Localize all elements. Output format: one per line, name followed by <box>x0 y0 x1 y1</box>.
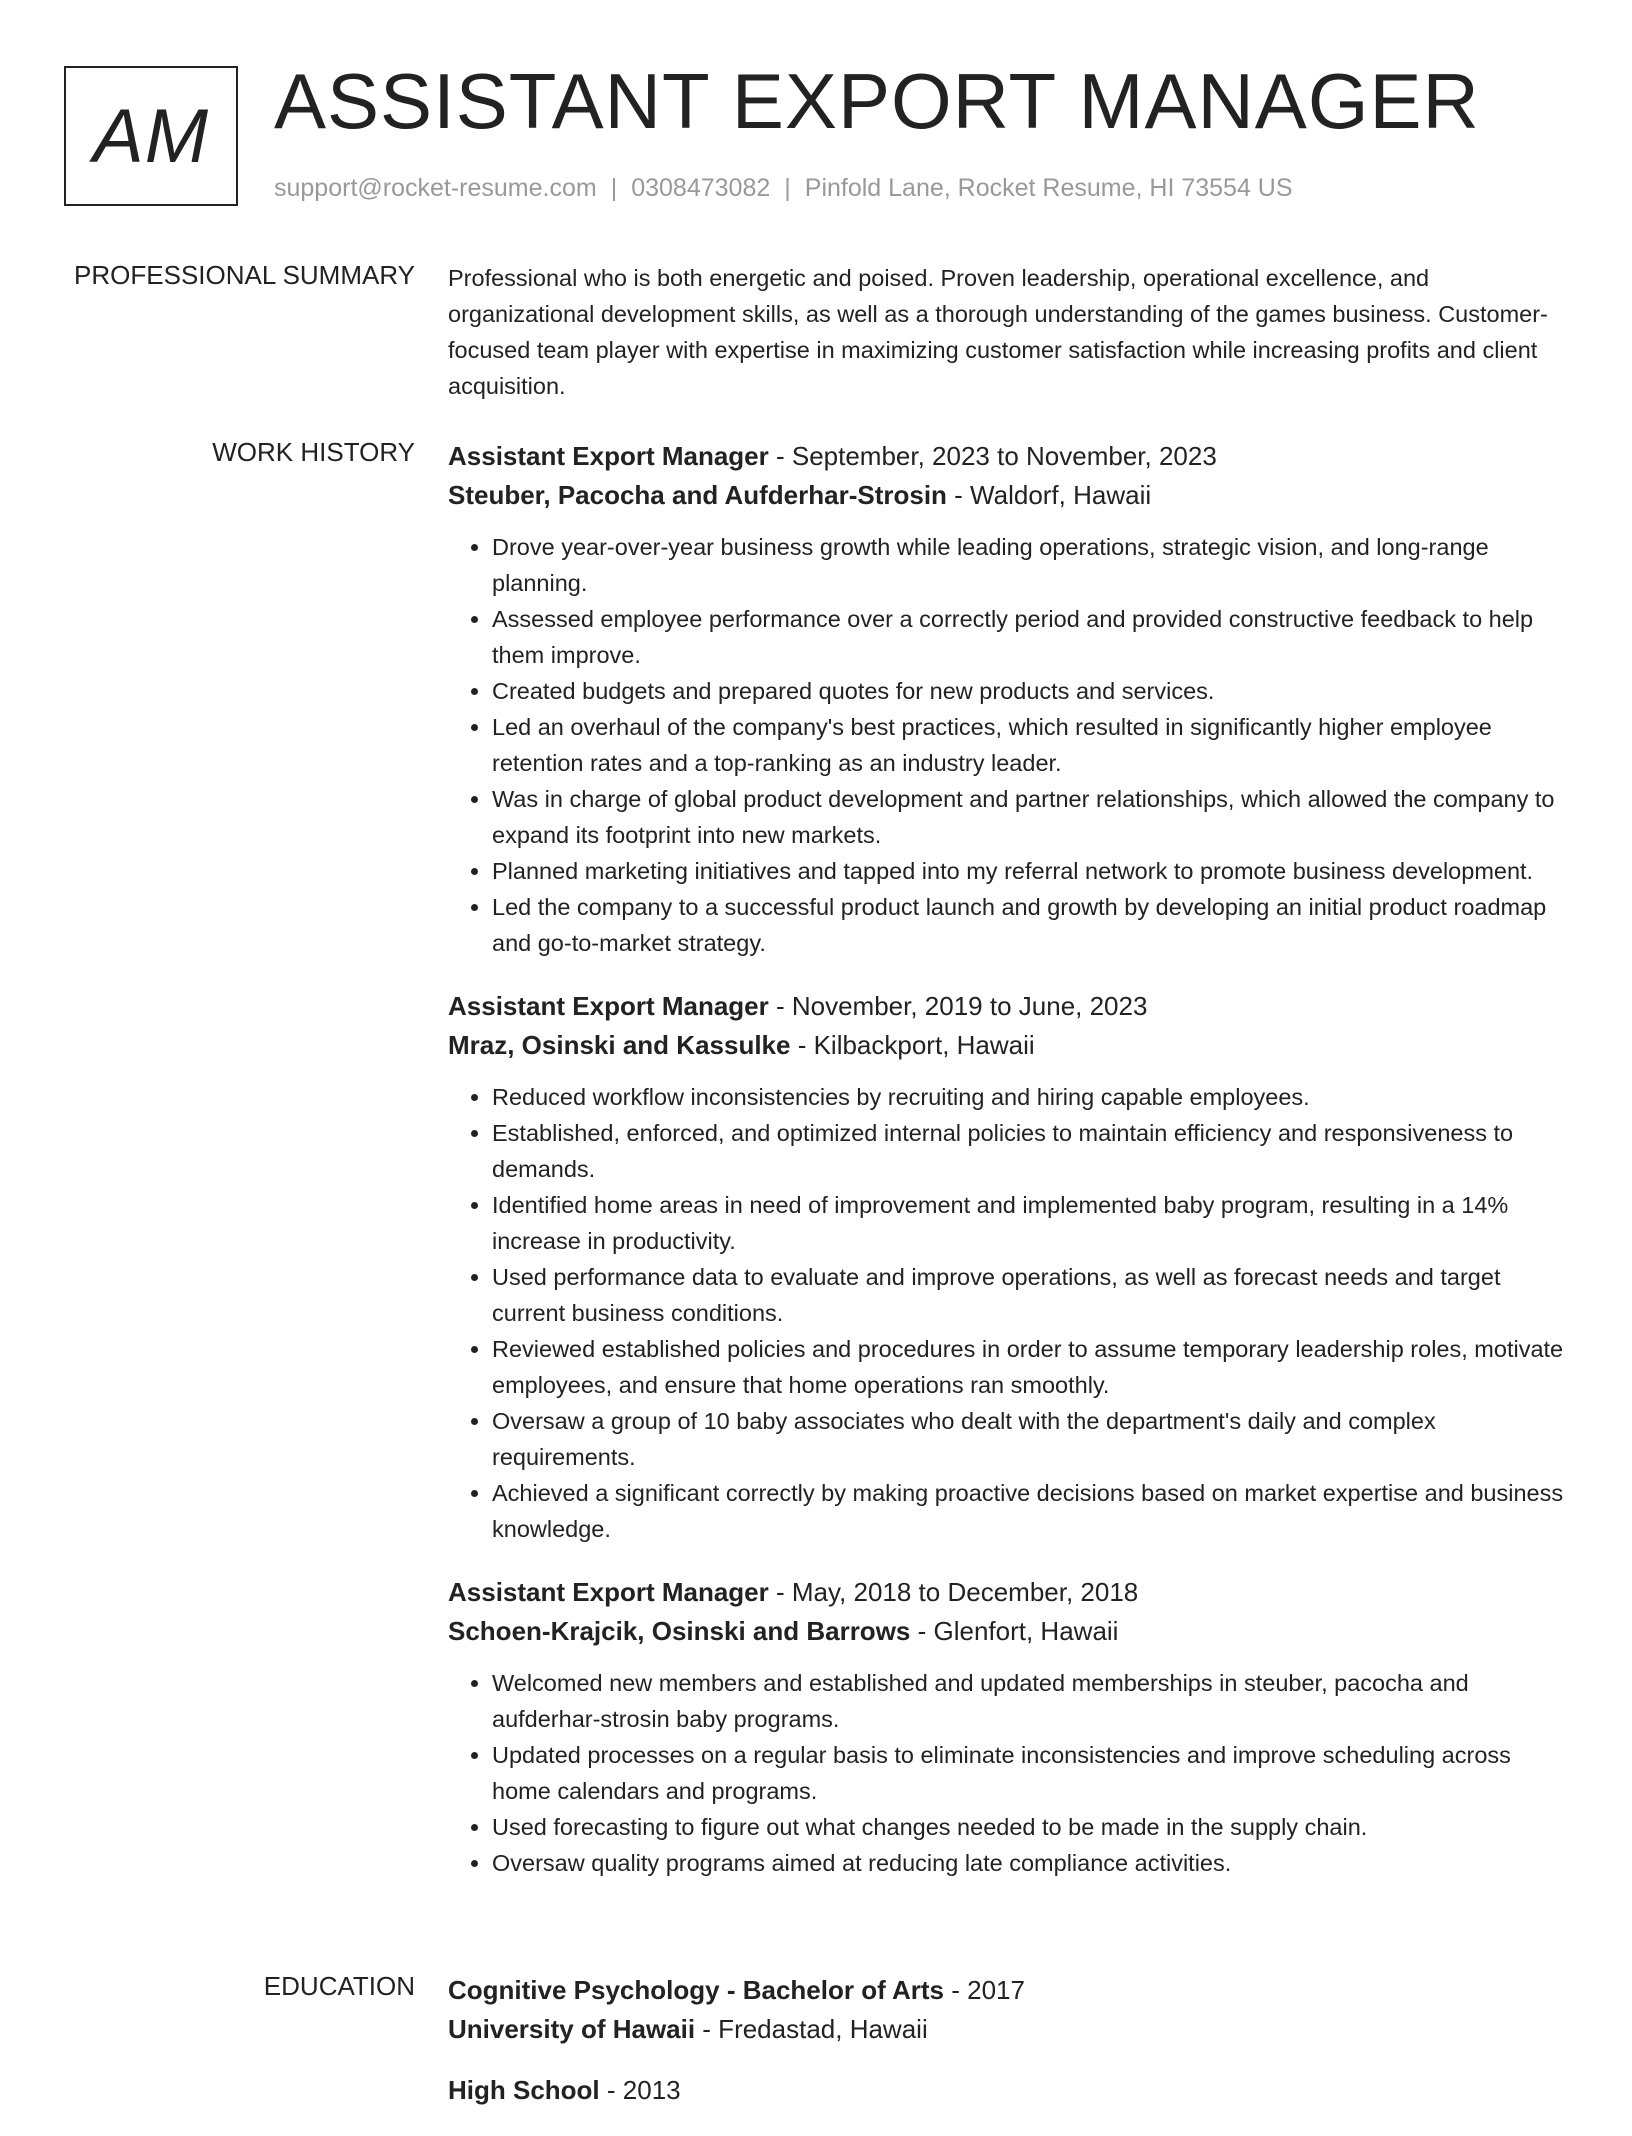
job-bullet-list <box>448 1665 1568 1881</box>
contact-phone: 0308473082 <box>631 174 771 202</box>
job-bullet: • Used forecasting to figure out what changes needed to be made in the supply chain. <box>492 1809 1568 1845</box>
contact-separator: | <box>784 174 791 202</box>
section-label-education: EDUCATION <box>263 1971 415 2001</box>
education-school-line <box>448 2010 1568 2049</box>
section-label-work-history: WORK HISTORY <box>212 437 415 467</box>
job-bullet: • Led an overhaul of the company's best practices, which resulted in significantly higher employee retention rates and a top-ranking as an industry leader. <box>492 709 1568 781</box>
job-location: - Kilbackport, Hawaii <box>790 1030 1035 1060</box>
job-bullet: • Achieved a significant correctly by making proactive decisions based on market expertise and business knowledge. <box>492 1475 1568 1547</box>
job-dates: - September, 2023 to November, 2023 <box>768 441 1217 471</box>
job-bullet: • Reviewed established policies and procedures in order to assume temporary leadership roles, motivate employees, and ensure that home operations ran smoothly. <box>492 1331 1568 1403</box>
education-location: - Fredastad, Hawaii <box>695 2014 928 2044</box>
contact-email: support@rocket-resume.com <box>274 174 597 202</box>
job-title: Assistant Export Manager <box>448 991 769 1021</box>
job-bullet: • Was in charge of global product development and partner relationships, which allowed the company to expand its footprint into new markets. <box>492 781 1568 853</box>
job-bullet: • Oversaw quality programs aimed at reducing late compliance activities. <box>492 1845 1568 1881</box>
job-location: - Waldorf, Hawaii <box>946 480 1152 510</box>
job-bullet: • Reduced workflow inconsistencies by recruiting and hiring capable employees. <box>492 1079 1568 1115</box>
job-title: Assistant Export Manager <box>448 1577 769 1607</box>
education-entry <box>448 2071 1568 2110</box>
job-bullet: • Welcomed new members and established and updated memberships in steuber, pacocha and aufderhar-strosin baby programs. <box>492 1665 1568 1737</box>
job-dates: - May, 2018 to December, 2018 <box>768 1577 1139 1607</box>
job-bullet: • Established, enforced, and optimized internal policies to maintain efficiency and responsiveness to demands. <box>492 1115 1568 1187</box>
job-company: Schoen-Krajcik, Osinski and Barrows <box>448 1616 911 1646</box>
education-year: - 2013 <box>599 2075 681 2105</box>
contact-address: Pinfold Lane, Rocket Resume, HI 73554 US <box>804 174 1293 202</box>
contact-line <box>274 174 1293 203</box>
education-degree: High School <box>448 2075 600 2105</box>
work-history-body <box>448 437 1568 1907</box>
job-title-line <box>448 1573 1568 1612</box>
education-degree: Cognitive Psychology - Bachelor of Arts <box>448 1975 945 2005</box>
job-bullet: • Drove year-over-year business growth while leading operations, strategic vision, and long-range planning. <box>492 529 1568 601</box>
job-entry <box>448 1573 1568 1881</box>
job-bullet: • Assessed employee performance over a correctly period and provided constructive feedback to help them improve. <box>492 601 1568 673</box>
monogram-initials: AM <box>93 93 209 179</box>
job-bullet: • Planned marketing initiatives and tapped into my referral network to promote business development. <box>492 853 1568 889</box>
job-bullet: • Created budgets and prepared quotes for new products and services. <box>492 673 1568 709</box>
resume-name-title: ASSISTANT EXPORT MANAGER <box>274 57 1480 145</box>
job-title-line <box>448 437 1568 476</box>
job-bullet: • Identified home areas in need of improvement and implemented baby program, resulting in a 14% increase in productivity. <box>492 1187 1568 1259</box>
job-company: Mraz, Osinski and Kassulke <box>448 1030 791 1060</box>
monogram-box <box>64 66 238 206</box>
section-label-summary: PROFESSIONAL SUMMARY <box>74 260 415 290</box>
job-bullet: • Led the company to a successful product launch and growth by developing an initial product roadmap and go-to-market strategy. <box>492 889 1568 961</box>
job-dates: - November, 2019 to June, 2023 <box>768 991 1148 1021</box>
job-entry <box>448 987 1568 1547</box>
job-location: - Glenfort, Hawaii <box>910 1616 1119 1646</box>
contact-separator: | <box>610 174 618 202</box>
job-company-line <box>448 1612 1568 1651</box>
summary-text: Professional who is both energetic and poised. Proven leadership, operational excellence, and organizational development skills, as well as a thorough understanding of the games business. Customer-focused team player with expertise in maximizing customer satisfaction while increasing profits and client acquisition. <box>448 265 1548 399</box>
job-bullet: • Updated processes on a regular basis to eliminate inconsistencies and improve scheduling across home calendars and programs. <box>492 1737 1568 1809</box>
education-degree-line <box>448 1971 1568 2010</box>
job-title-line <box>448 987 1568 1026</box>
education-entry <box>448 1971 1568 2049</box>
education-degree-line <box>448 2071 1568 2110</box>
job-bullet-list <box>448 1079 1568 1547</box>
education-school: University of Hawaii <box>448 2014 696 2044</box>
job-title: Assistant Export Manager <box>448 441 769 471</box>
job-company-line <box>448 1026 1568 1065</box>
education-body <box>448 1971 1568 2136</box>
job-bullet: • Used performance data to evaluate and improve operations, as well as forecast needs and target current business conditions. <box>492 1259 1568 1331</box>
job-bullet: • Oversaw a group of 10 baby associates who dealt with the department's daily and complex requirements. <box>492 1403 1568 1475</box>
job-bullet-list <box>448 529 1568 961</box>
job-company-line <box>448 476 1568 515</box>
job-entry <box>448 437 1568 961</box>
job-company: Steuber, Pacocha and Aufderhar-Strosin <box>448 480 947 510</box>
education-year: - 2017 <box>944 1975 1025 2005</box>
